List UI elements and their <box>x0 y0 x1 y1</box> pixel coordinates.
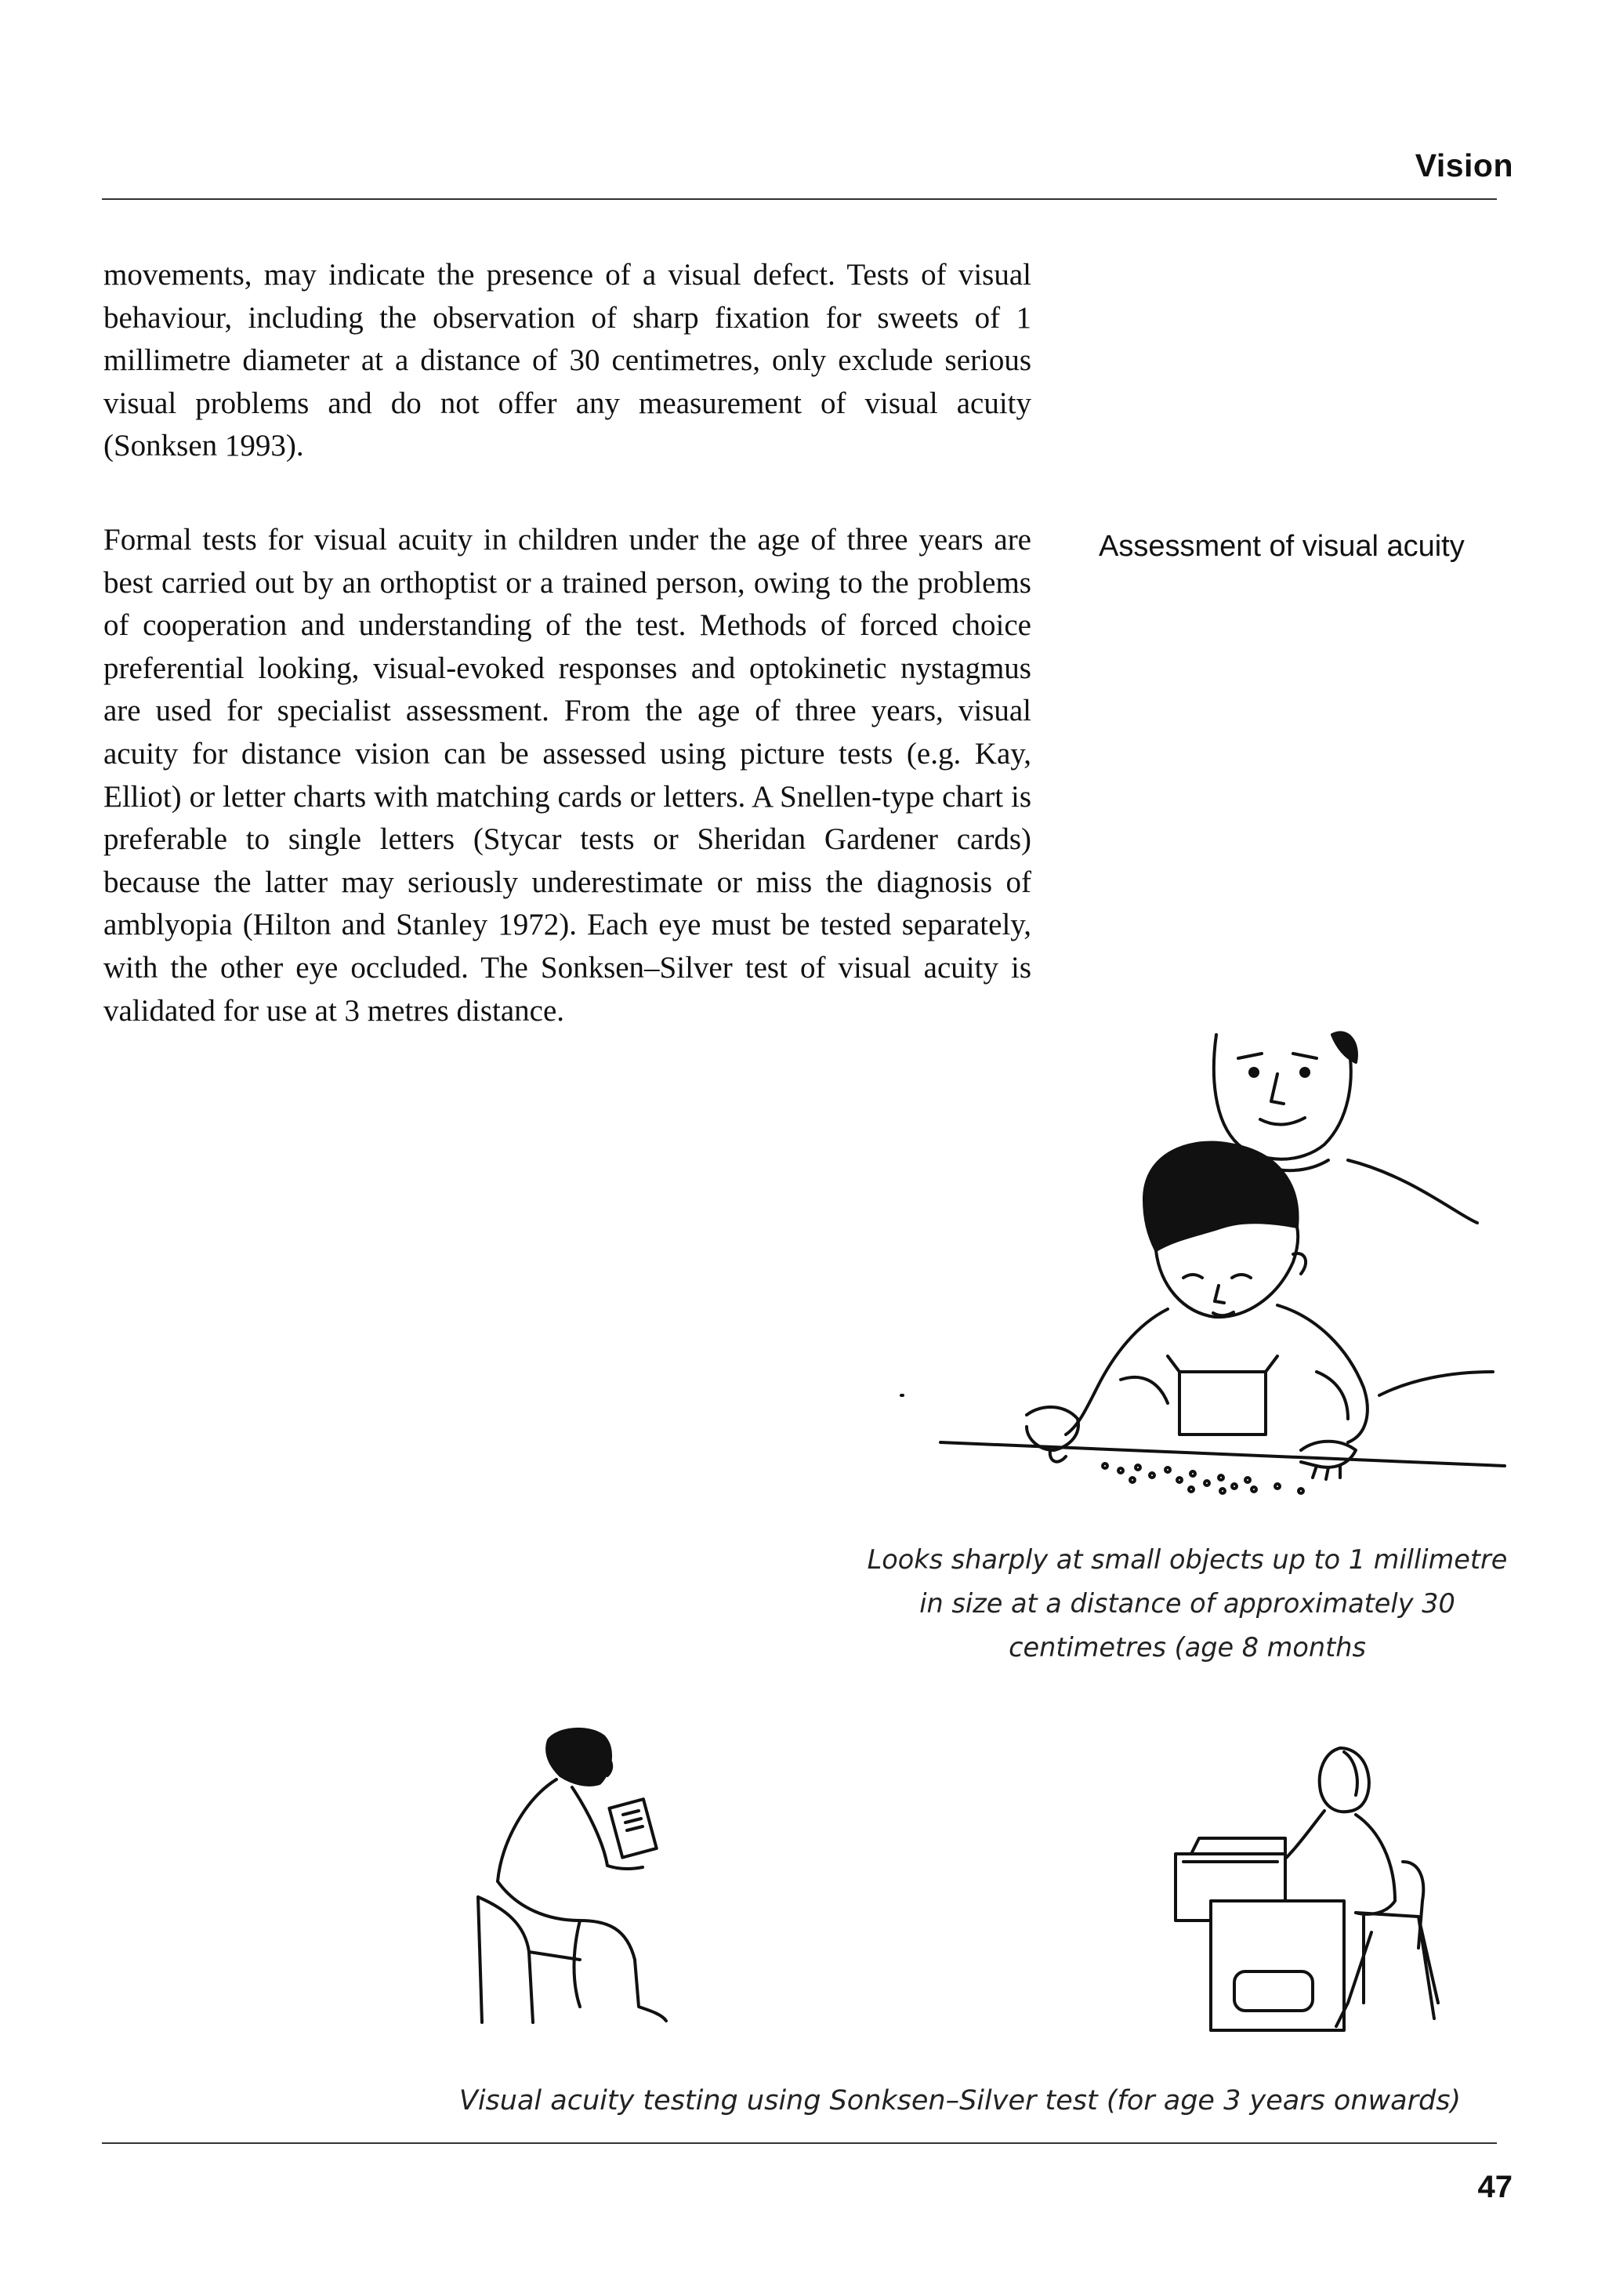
tester-with-chart-illustration <box>470 1725 705 2038</box>
header-rule <box>102 198 1497 200</box>
footer-rule <box>102 2142 1497 2144</box>
body-paragraph-2: Formal tests for visual acuity in children under the age of three years are best carried out by an orthoptist or a trained person, owing to the problems of cooperation and understanding of the test. Methods of forced choice preferential looking, visual-evoked responses and optokinetic nystagmus are used for specialist assessment. From the age of three years, visual acuity for distance vision can be assessed using picture tests (e.g. Kay, Elliot) or letter charts with matching cards or letters. A Snellen-type chart is preferable to single letters (Stycar tests or Sheridan Gardener cards) because the latter may seriously underestimate or miss the diagnosis of amblyopia (Hilton and Stanley 1972). Each eye must be tested separately, with the other eye occluded. The Sonksen–Silver test of visual acuity is validated for use at 3 metres distance. <box>103 523 1031 1028</box>
section-title: Vision <box>1415 147 1513 183</box>
body-paragraph-1: movements, may indicate the presence of a visual defect. Tests of visual behaviour, including the observation of sharp fixation for sweets of 1 millimetre diameter at a distance of 30 centimetres, only exclude serious visual problems and do not offer any measurement of visual acuity (Sonksen 1993). <box>103 258 1031 463</box>
figure-1-caption: Looks sharply at small objects up to 1 millimetre in size at a distance of approximately 30 centimetres (age 8 months <box>867 1544 1508 1663</box>
sidebar-heading: Assessment of visual acuity <box>1099 530 1465 563</box>
infant-fixation-illustration <box>909 1027 1505 1505</box>
child-matching-illustration <box>1168 1744 1466 2042</box>
figure-2-caption: Visual acuity testing using Sonksen–Silver test (for age 3 years onwards) <box>458 2085 1462 2116</box>
page-number: 47 <box>1477 2170 1513 2204</box>
